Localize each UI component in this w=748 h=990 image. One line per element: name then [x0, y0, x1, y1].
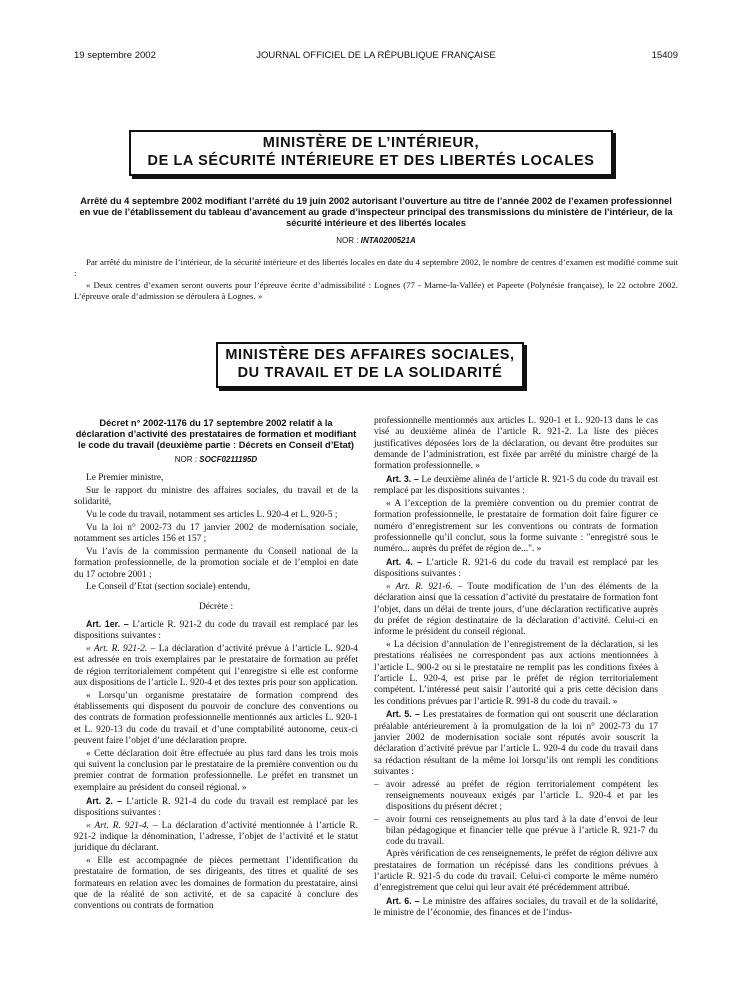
article-3-label: Art. 3. – — [386, 473, 419, 484]
arrete-nor — [74, 236, 678, 245]
page-header — [74, 50, 678, 64]
article-2-para-1-text: La déclaration d’activité mentionnée à l’article R. 921-2 indique la dénomination, l’adresse, l’objet de l’activité et le statut juridique du déclarant. — [74, 820, 358, 854]
ministry-interieur-line1: MINISTÈRE DE L’INTÉRIEUR, — [262, 135, 480, 151]
article-1-para-1 — [74, 644, 358, 689]
arrete-nor-label: NOR : — [336, 236, 359, 245]
header-page-number: 15409 — [651, 50, 678, 61]
preamble-line: Vu l’avis de la commission permanente du Conseil national de la formation professionnelle, de la promotion sociale et de l’emploi en date du 17 octobre 2001 ; — [74, 547, 358, 580]
article-2-continuation: professionnelle mentionnés aux articles L. 920-1 et L. 920-13 dans le cas visé au deuxième alinéa de l’article R. 921-2. La liste des pièces justificatives déposées lors de la déclaration, ou devant être produites sur demande de l’administration, est fixée par arrêté du ministre chargé de la formation professionnelle. » — [374, 416, 658, 472]
decret-right-column — [374, 416, 658, 921]
article-5-conditions-list — [374, 780, 658, 849]
article-4-text: L’article R. 921-6 du code du travail est remplacé par les dispositions suivantes : — [374, 558, 658, 580]
list-item: – avoir adressé au préfet de région territorialement compétent les renseignements nouveaux exigés par l’article L. 920-4 et par les dispositions du présent décret ; — [374, 780, 658, 814]
article-2 — [74, 796, 358, 820]
article-3-para-1: « A l’exception de la première convention ou du premier contrat de formation professionnelle, le prestataire de formation doit faire figurer ce numéro d’enregistrement sur les conventions ou contrats de formation professionnelle qu’il conclut, sous la forme suivante : "enregistré sous le numéro... auprès du préfet de région de...". » — [374, 499, 658, 555]
article-3-text: Le deuxième alinéa de l’article R. 921-5 du code du travail est remplacé par les dispositions suivantes : — [374, 474, 659, 497]
header-journal-title: JOURNAL OFFICIEL DE LA RÉPUBLIQUE FRANÇAISE — [256, 50, 496, 61]
article-6-text: Le ministre des affaires sociales, du travail et de la solidarité, le ministre de l’économie, des finances et de l’indus- — [374, 897, 659, 919]
article-1-label: Art. 1er. – — [86, 619, 129, 630]
ministry-affaires-sociales-line1: MINISTÈRE DES AFFAIRES SOCIALES, — [225, 347, 515, 363]
article-4-label: Art. 4. – — [386, 557, 423, 568]
article-2-label: Art. 2. – — [86, 795, 123, 806]
decret-nor-label: NOR : — [174, 455, 198, 464]
ministry-affaires-sociales-box — [216, 342, 524, 388]
article-6 — [374, 896, 658, 920]
article-1-para-1-text: La déclaration d’activité prévue à l’article L. 920-4 est adressée en trois exemplaires par le prestataire de formation au préfet de région territorialement compétent qui l’enregistre si elle est conforme aux dispositions de l’article L. 920-4 et des textes pris pour son application. — [74, 644, 358, 689]
article-2-ref: « Art. R. 921-4. – — [86, 820, 158, 831]
article-6-label: Art. 6. – — [386, 896, 420, 907]
article-5-text: Les prestataires de formation qui ont souscrit une déclaration préalable antérieurement à la promulgation de la loi n° 2002-73 du 17 janvier 2002 de modernisation sociale sont réputés avoir souscrit la déclaration d’activité prévue par l’article L. 920-4 du code du travail dans sa rédaction résultant de la même loi lorsqu’ils ont rempli les conditions suivantes : — [374, 710, 659, 777]
article-5-label: Art. 5. – — [386, 709, 420, 720]
article-5 — [374, 709, 658, 778]
article-1-para-3: « Cette déclaration doit être effectuée au plus tard dans les trois mois qui suivent la conclusion par le prestataire de la première convention ou du premier contrat de formation professionnelle. Le préfet en transmet un exemplaire au président du conseil régional. » — [74, 748, 358, 793]
preamble-line: Sur le rapport du ministre des affaires sociales, du travail et de la solidarité, — [74, 486, 358, 508]
article-1-para-2: « Lorsqu’un organisme prestataire de formation comprend des établissements qui disposent du pouvoir de conclure des conventions ou des contrats de formation professionnelle mentionnés aux articles L. 920-1 et L. 920-13 du code du travail et d’une comptabilité autonome, ceux-ci peuvent faire l’objet d’une déclaration propre. — [74, 690, 358, 747]
preamble-line: Le Conseil d’Etat (section sociale) entendu, — [86, 582, 251, 593]
article-1-ref: « Art. R. 921-2. – — [86, 644, 156, 655]
arrete-para-2: « Deux centres d’examen seront ouverts pour l’épreuve écrite d’admissibilité : Lognes (77 - Marne-la-Vallée) et Papeete (Polynésie française), le 22 octobre 2002. L’épreuve orale d’admission se déroulera à Lognes. » — [74, 280, 678, 301]
decret-nor — [74, 454, 358, 465]
decret-left-column — [74, 418, 358, 914]
header-date: 19 septembre 2002 — [74, 50, 156, 61]
decret-title: Décret n° 2002-1176 du 17 septembre 2002 relatif à la déclaration d’activité des prestataires de formation et modifiant le code du travail (deuxième partie : Décrets en Conseil d’Etat) — [75, 418, 357, 450]
arrete-nor-value: INTA0200521A — [360, 236, 416, 245]
ministry-interieur-line2: DE LA SÉCURITÉ INTÉRIEURE ET DES LIBERTÉS LOCALES — [147, 153, 595, 169]
article-4-para-1 — [374, 582, 658, 638]
preamble-line: Le Premier ministre, — [86, 473, 164, 484]
article-3 — [374, 474, 658, 498]
arrete-body — [74, 257, 678, 303]
list-item: – avoir fourni ces renseignements au plus tard à la date d’envoi de leur bilan pédagogique et financier telle que prévue à l’article R. 921-7 du code du travail. — [374, 815, 658, 849]
decret-nor-value: SOCF0211195D — [199, 455, 258, 464]
article-2-text: L’article R. 921-4 du code du travail est remplacé par les dispositions suivantes : — [74, 796, 358, 818]
preamble-line: Vu le code du travail, notamment ses articles L. 920-4 et L. 920-5 ; — [86, 510, 338, 521]
preamble-line: Vu la loi n° 2002-73 du 17 janvier 2002 de modernisation sociale, notamment ses articles 156 et 157 ; — [74, 522, 358, 545]
decrete-heading: Décrète : — [198, 601, 234, 612]
article-4-para-1-text: Toute modification de l’un des éléments de la déclaration ainsi que la cessation d’activité du prestataire de formation font l’objet, dans un délai de trente jours, d’une déclaration rectificative auprès du préfet de région destinataire de la déclaration d’activité. Celui-ci en informe le président du conseil régional. — [374, 582, 658, 638]
article-1 — [74, 619, 358, 643]
article-4 — [374, 557, 658, 581]
article-1-text: L’article R. 921-2 du code du travail est remplacé par les dispositions suivantes : — [74, 620, 359, 642]
article-4-ref: « Art. R. 921-6. – — [386, 582, 463, 593]
article-2-para-1 — [74, 821, 358, 855]
ministry-affaires-sociales-line2: DU TRAVAIL ET DE LA SOLIDARITÉ — [237, 365, 503, 381]
article-5-para-2: Après vérification de ces renseignements, le préfet de région délivre aux prestataires de formation un récépissé dans les conditions prévues à l’article R. 921-5 du code du travail. Celui-ci comporte le même numéro d’enregistrement que celui qui leur avait été précédemment attribué. — [374, 849, 658, 894]
arrete-para-1: Par arrêté du ministre de l’intérieur, de la sécurité intérieure et des libertés locales en date du 4 septembre 2002, le nombre de centres d’examen est modifié comme suit : — [74, 257, 678, 278]
arrete-title: Arrêté du 4 septembre 2002 modifiant l’arrêté du 19 juin 2002 autorisant l’ouverture au titre de l’année 2002 de l’examen professionnel en vue de l’établissement du tableau d’avancement au grade d’inspecteur principal des transmissions du ministère de l’intérieur, de la sécurité intérieure et des libertés locales — [79, 196, 673, 228]
ministry-interieur-box — [129, 130, 613, 176]
article-2-para-2: « Elle est accompagnée de pièces permettant l’identification du prestataire de formation, de ses dirigeants, des titres et qualité de ses formateurs en relation avec les domaines de formation du prestataire, ainsi que de la réalité de son activité, et de sa capacité à conclure des conventions ou contrats de formation — [74, 856, 358, 912]
article-4-para-2: « La décision d’annulation de l’enregistrement de la déclaration, si les prestations réalisées ne correspondent pas aux actions mentionnées à l’article L. 900-2 ou si le prestataire ne remplit pas les conditions fixées à l’article L. 920-4, est prise par le préfet de région territorialement compétent. L’intéressé peut saisir l’autorité qui a pris cette décision dans les conditions prévues par l’article R. 991-8 du code du travail. » — [374, 640, 658, 707]
